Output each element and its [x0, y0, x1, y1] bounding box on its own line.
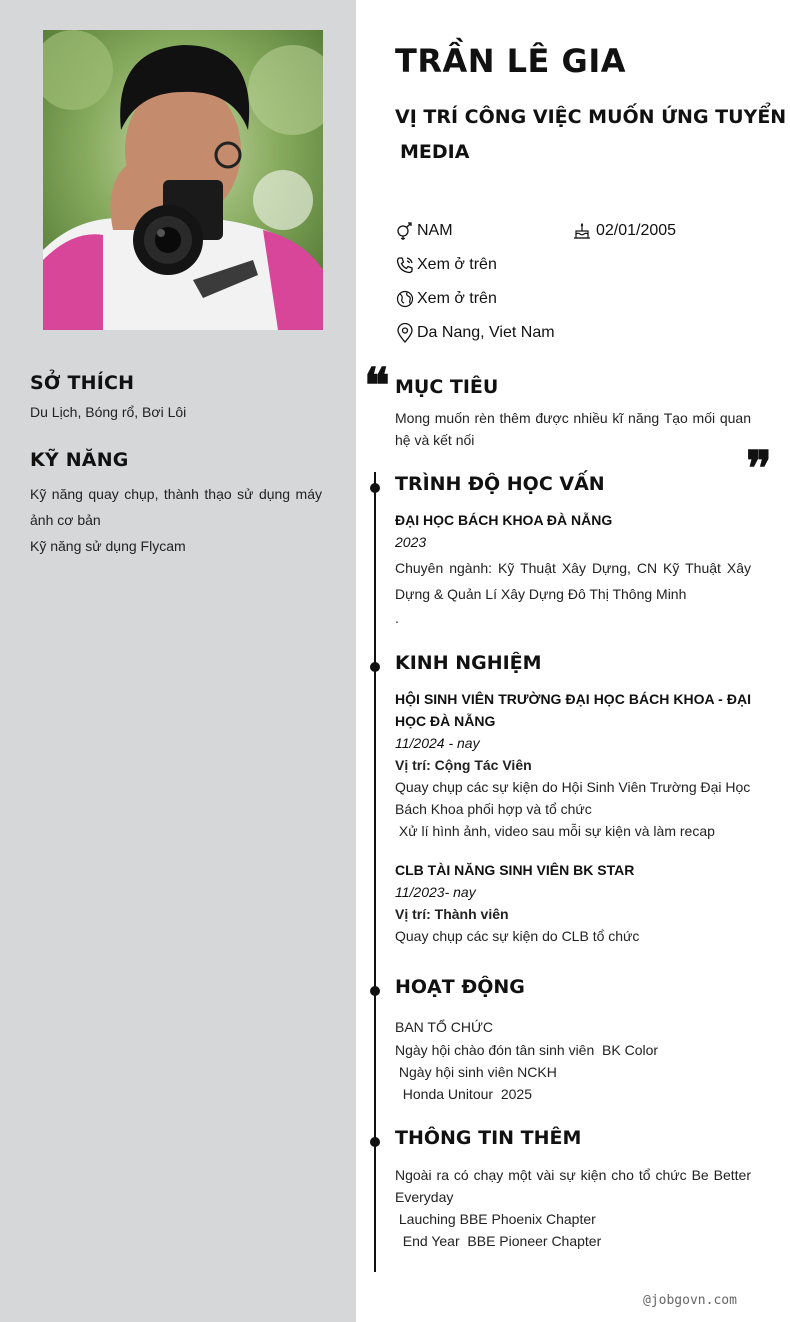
- additional-body: [395, 1164, 751, 1252]
- job-title-value: MEDIA: [400, 141, 470, 163]
- experience-role: Vị trí: Thành viên: [395, 906, 509, 922]
- contact-birthday: [572, 221, 676, 241]
- experience-item: [395, 688, 751, 842]
- job-title-label: VỊ TRÍ CÔNG VIỆC MUỐN ỨNG TUYỂN: [395, 106, 787, 128]
- address-value: Da Nang, Viet Nam: [417, 324, 555, 341]
- experience-desc: Quay chụp các sự kiện do CLB tổ chức: [395, 928, 640, 944]
- objective-title: MỤC TIÊU: [395, 376, 499, 398]
- location-pin-icon: [395, 323, 415, 343]
- timeline-line: [374, 472, 376, 1272]
- additional-title: THÔNG TIN THÊM: [395, 1127, 582, 1149]
- experience-org: HỘI SINH VIÊN TRƯỜNG ĐẠI HỌC BÁCH KHOA - ĐẠI HỌC ĐÀ NẴNG: [395, 691, 751, 729]
- activities-line: Honda Unitour 2025: [395, 1086, 532, 1102]
- timeline-dot: [370, 483, 380, 493]
- skills-section: [30, 449, 322, 559]
- activities-line: Ngày hội chào đón tân sinh viên BK Color: [395, 1042, 659, 1058]
- additional-line: Lauching BBE Phoenix Chapter: [395, 1211, 596, 1227]
- job-title: [395, 100, 786, 170]
- experience-role: Vị trí: Cộng Tác Viên: [395, 757, 532, 773]
- contact-phone: [395, 255, 497, 275]
- education-title: TRÌNH ĐỘ HỌC VẤN: [395, 473, 605, 495]
- education-note: .: [395, 610, 399, 626]
- profile-photo: [43, 30, 323, 330]
- website-value: Xem ở trên: [417, 290, 497, 307]
- contact-gender: [395, 221, 453, 241]
- quote-close-icon: ❞: [746, 441, 772, 497]
- experience-period: 11/2023- nay: [395, 884, 476, 900]
- gender-icon: [395, 221, 415, 241]
- objective-text: Mong muốn rèn thêm được nhiều kĩ năng Tạo mối quan hệ và kết nối: [395, 410, 751, 448]
- skills-title: KỸ NĂNG: [30, 449, 129, 471]
- sidebar: [0, 0, 356, 1322]
- additional-line: End Year BBE Pioneer Chapter: [395, 1233, 602, 1249]
- skill-item: Kỹ năng quay chụp, thành thạo sử dụng máy ảnh cơ bản: [30, 486, 322, 528]
- education-school: ĐẠI HỌC BÁCH KHOA ĐÀ NẴNG: [395, 512, 613, 528]
- education-body: [395, 509, 751, 629]
- contact-address: [395, 323, 555, 343]
- cake-icon: [572, 221, 592, 241]
- objective-body: [395, 407, 751, 451]
- activities-line: BAN TỔ CHỨC: [395, 1019, 494, 1035]
- footer-watermark: @jobgovn.com: [643, 1293, 737, 1308]
- experience-title: KINH NGHIỆM: [395, 652, 542, 674]
- hobbies-section: [30, 372, 322, 422]
- timeline-dot: [370, 1137, 380, 1147]
- phone-value: Xem ở trên: [417, 256, 497, 273]
- skill-item: Kỹ năng sử dụng Flycam: [30, 538, 186, 554]
- experience-org: CLB TÀI NĂNG SINH VIÊN BK STAR: [395, 862, 635, 878]
- timeline-dot: [370, 986, 380, 996]
- hobbies-text: Du Lịch, Bóng rổ, Bơi Lôi: [30, 404, 187, 420]
- phone-icon: [395, 255, 415, 275]
- activities-line: Ngày hội sinh viên NCKH: [395, 1064, 557, 1080]
- globe-icon: [395, 289, 415, 309]
- activities-title: HOẠT ĐỘNG: [395, 976, 525, 998]
- education-major: Chuyên ngành: Kỹ Thuật Xây Dựng, CN Kỹ Thuật Xây Dựng & Quản Lí Xây Dựng Đô Thị Thông Minh: [395, 560, 751, 602]
- additional-line: Ngoài ra có chạy một vài sự kiện cho tổ chức Be Better Everyday: [395, 1167, 751, 1205]
- hobbies-title: SỞ THÍCH: [30, 372, 135, 394]
- education-year: 2023: [395, 534, 427, 550]
- candidate-name: TRẦN LÊ GIA: [395, 42, 626, 80]
- experience-desc: Xử lí hình ảnh, video sau mỗi sự kiện và làm recap: [395, 823, 715, 839]
- timeline-dot: [370, 662, 380, 672]
- experience-desc: Quay chụp các sự kiện do Hội Sinh Viên Trường Đại Học Bách Khoa phối hợp và tổ chức: [395, 779, 751, 817]
- experience-item: [395, 859, 751, 947]
- quote-open-icon: ❝: [364, 358, 390, 414]
- contact-website: [395, 289, 497, 309]
- main-content: [356, 0, 790, 1322]
- experience-period: 11/2024 - nay: [395, 735, 480, 751]
- birthday-value: 02/01/2005: [596, 222, 677, 239]
- gender-value: NAM: [417, 222, 453, 239]
- activities-body: [395, 1015, 751, 1105]
